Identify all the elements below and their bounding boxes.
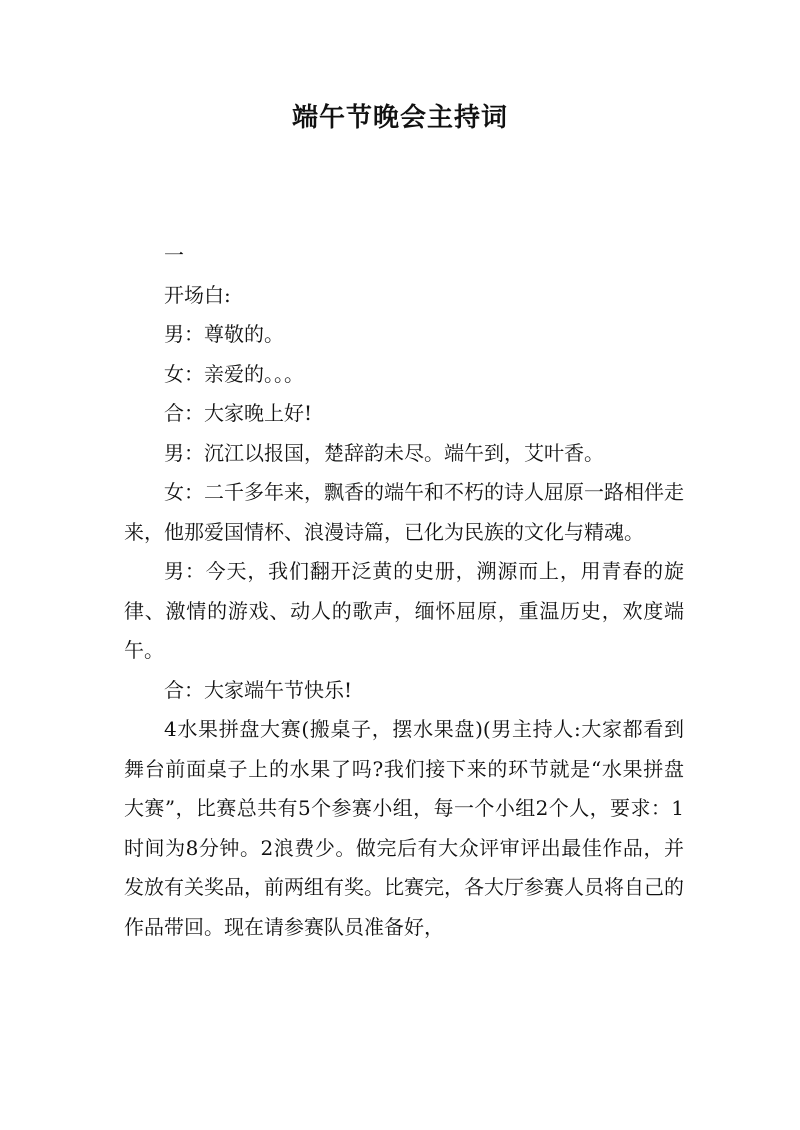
paragraph-female-greeting: 女：亲爱的。。。 bbox=[164, 361, 304, 386]
paragraph-together-greeting: 合：大家晚上好! bbox=[164, 401, 313, 425]
document-body bbox=[124, 236, 684, 947]
paragraph-female-1: 女：二千多年来，飘香的端午和不朽的诗人屈原一路相伴走来，他那爱国情杯、浪漫诗篇，已化为民族的文化与精魂。 bbox=[124, 480, 684, 544]
section-number: 一 bbox=[164, 243, 184, 267]
paragraph-opening-label: 开场白: bbox=[164, 282, 231, 307]
paragraph-together-2: 合：大家端午节快乐! bbox=[164, 677, 353, 702]
paragraph-male-2: 男：今天，我们翻开泛黄的史册，溯源而上，用青春的旋律、激情的游戏、动人的歌声，缅怀屈原，重温历史，欢度端午。 bbox=[124, 559, 684, 662]
paragraph-male-greeting: 男：尊敬的。 bbox=[164, 322, 284, 346]
paragraph-male-1: 男：沉江以报国，楚辞韵未尽。端午到，艾叶香。 bbox=[164, 440, 604, 465]
paragraph-fruit-platter-contest: 4水果拼盘大赛(搬桌子，摆水果盘)(男主持人:大家都看到舞台前面桌子上的水果了吗?我们接下来的环节就是“水果拼盘大赛”，比赛总共有5个参赛小组，每一个小组2个人，要求：1时间为8分钟。2浪费少。做完后有大众评审评出最佳作品，并发放有关奖品，前两组有奖。比赛完，各大厅参赛人员将自己的作品带回。现在请参赛队员准备好， bbox=[124, 717, 684, 939]
document-title: 端午节晚会主持词 bbox=[291, 103, 508, 133]
